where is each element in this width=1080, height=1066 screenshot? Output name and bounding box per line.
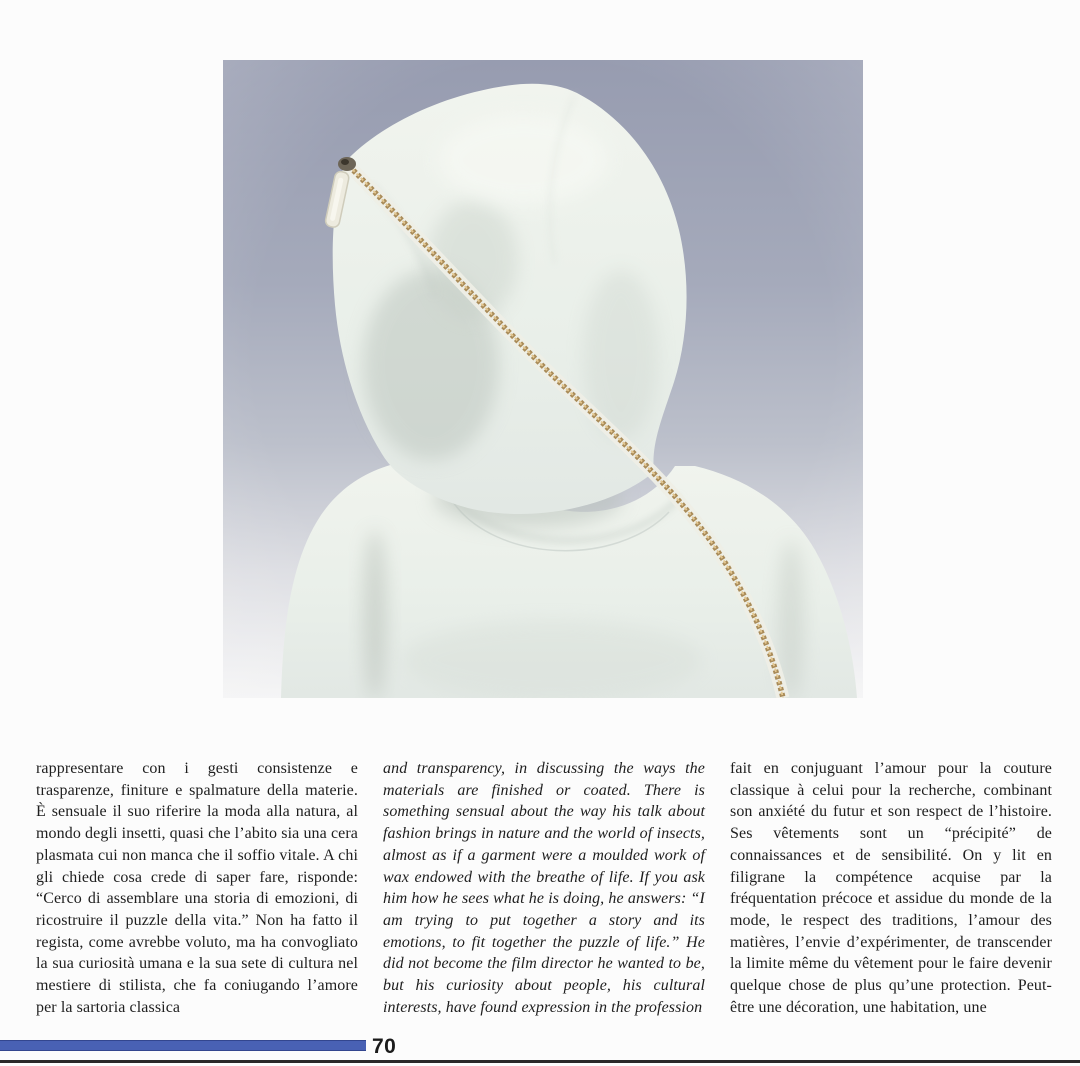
column-english: and transparency, in discussing the ways the materials are finished or coated. There is something sensual about the way his talk about fashion brings in nature and the world of insects, almost as if a garment were a moulded work of wax endowed with the breathe of life. If you ask him how he sees what he is doing, he answers: “I am trying to put together a story and its emotions, to fit together the puzzle of life.” He did not become the film director he wanted to be, but his curiosity about people, his cultural interests, have found expression in the profession	[383, 760, 705, 1016]
article-columns	[36, 758, 1052, 1018]
page-number: 70	[372, 1035, 397, 1058]
hooded-figure-photo	[223, 60, 863, 698]
column-french: fait en conjuguant l’amour pour la couture classique à celui pour la recherche, combinant son anxiété du futur et son respect de l’histoire. Ses vêtements sont un “précipité” de connaissances et de sensibilité. On y lit en filigrane la compétence acquise par la fréquentation précoce et assidue du monde de la mode, le respect des traditions, l’amour des matières, l’envie d’expérimenter, de transcender la limite même du vêtement pour le faire devenir quelque chose de plus qu’une protection. Peut-être une décoration, une habitation, une	[730, 760, 1052, 1016]
footer-rule	[0, 1060, 1080, 1063]
hooded-figure-illustration	[223, 60, 863, 698]
column-italian: rappresentare con i gesti consistenze e trasparenze, finiture e spalmature della materie. È sensuale il suo riferire la moda alla natura, al mondo degli insetti, quasi che l’abito sia una cera plasmata cui non manca che il soffio vitale. A chi gli chiede cosa crede di saper fare, risponde: “Cerco di assemblare una storia di emozioni, di ricostruire il puzzle della vita.” Non ha fatto il regista, come avrebbe voluto, ma ha convogliato la sua curiosità umana e la sua sete di cultura nel mestiere di stilista, che fa coniugando l’amore per la sartoria classica	[36, 760, 358, 1016]
footer-accent-bar	[0, 1040, 366, 1051]
